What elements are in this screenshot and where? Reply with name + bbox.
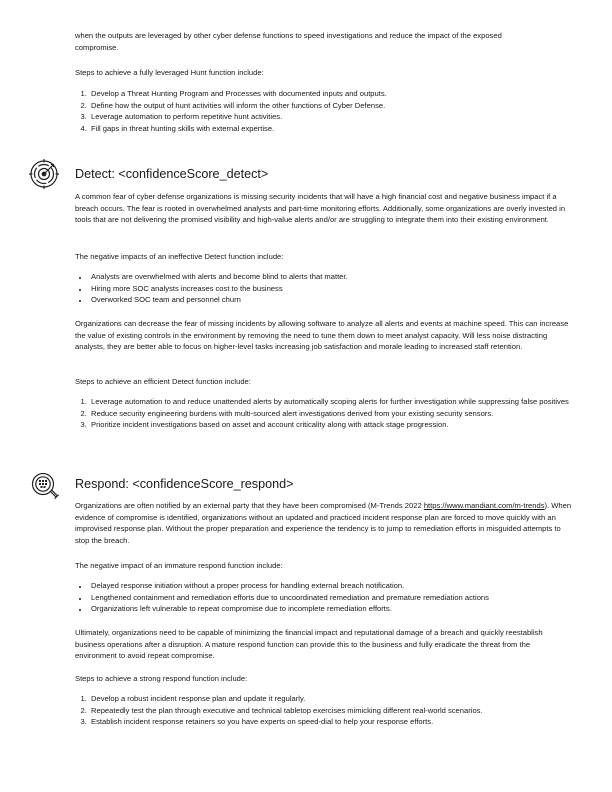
magnifier-alert-icon	[29, 471, 59, 501]
detect-steps-intro: Steps to achieve an efficient Detect function include:	[75, 377, 251, 386]
list-item: 3. Establish incident response retainers so you have experts on speed-dial to help your response efforts.	[89, 716, 586, 728]
list-item: • Hiring more SOC analysts increases cost to the business	[89, 283, 586, 295]
respond-impacts-list	[75, 580, 586, 615]
hunt-steps-list	[75, 88, 586, 134]
hunt-intro-line-2: compromise.	[75, 42, 119, 52]
detect-paragraph-2: Organizations can decrease the fear of missing incidents by allowing software to analyze all alerts and events at machine speed. This can increase the value of existing controls in the environment by removing the need to tune them down to meet analyst capacity. Will less noise distracting analysts, they are better able to focus on higher-level tasks increasing job satisfaction and morale leading to increased staff retention.	[75, 319, 569, 352]
respond-paragraph-1	[75, 500, 572, 546]
hunt-intro-paragraph	[75, 30, 572, 53]
list-item: • Delayed response initiation without a proper process for handling external breach notification.	[89, 580, 586, 592]
list-item: 2. Repeatedly test the plan through executive and technical tabletop exercises mimicking different real-world scenarios.	[89, 705, 586, 717]
detect-heading: Detect: <confidenceScore_detect>	[75, 167, 269, 181]
list-item: • Overworked SOC team and personnel churn	[89, 294, 586, 306]
respond-heading: Respond: <confidenceScore_respond>	[75, 477, 294, 491]
respond-paragraph-1-rest: ). When evidence of compromise is identified, organizations without an updated and practiced incident response plan are forced to move quickly with an improvised response plan. Without the proper preparation and experience the tendency is to jump to remediation efforts in misguided attempts to stop the breach.	[75, 501, 572, 545]
detect-steps-list	[75, 396, 586, 431]
hunt-steps-intro: Steps to achieve a fully leveraged Hunt function include:	[75, 68, 264, 77]
list-item: 1. Develop a robust incident response plan and update it regularly.	[89, 693, 586, 705]
list-item: • Lengthened containment and remediation efforts due to uncoordinated remediation and premature remediation actions	[89, 592, 586, 604]
detect-paragraph-1: A common fear of cyber defense organizations is missing security incidents that will have a high financial cost and negative business impact if a breach occurs. The fear is rooted in overwhelmed analysts and part-time monitoring efforts. Additionally, some organizations are overly invested in tools that are not delivering the promised visibility and high-value alerts and/or are struggling to integrate them into their existing environment.	[75, 192, 566, 225]
respond-steps-list	[75, 693, 586, 728]
list-item: 2. Define how the output of hunt activities will inform the other functions of Cyber Defense.	[89, 100, 586, 112]
list-item: • Analysts are overwhelmed with alerts and become blind to alerts that matter.	[89, 271, 586, 283]
list-item: 2. Reduce security engineering burdens with multi-sourced alert investigations derived from your existing security sensors.	[89, 408, 586, 420]
detect-impacts-list	[75, 271, 586, 306]
mtrends-link[interactable]: https://www.mandiant.com/m-trends	[423, 501, 545, 510]
radar-target-icon	[29, 159, 59, 189]
list-item: 3. Prioritize incident investigations based on asset and account criticality along with attack stage progression.	[89, 419, 586, 431]
list-item: 1. Leverage automation to and reduce unattended alerts by automatically scoping alerts for further investigation while suppressing false positives	[89, 396, 586, 408]
hunt-intro-line-1: when the outputs are leveraged by other cyber defense functions to speed investigations and reduce the impact of the exposed	[75, 31, 502, 40]
respond-steps-intro: Steps to achieve a strong respond function include:	[75, 674, 248, 683]
respond-impacts-intro: The negative impact of an immature respond function include:	[75, 561, 283, 570]
respond-paragraph-2: Ultimately, organizations need to be capable of minimizing the financial impact and reputational damage of a breach and quickly reestablish business operations after a disruption. A mature respond function can provide this to the business and fully eradicate the threat from the environment to avoid repeat compromise.	[75, 628, 543, 661]
respond-paragraph-1-lead: Organizations are often notified by an external party that they have been compromised (M-Trends 2022	[75, 501, 424, 510]
list-item: 1. Develop a Threat Hunting Program and Processes with documented inputs and outputs.	[89, 88, 586, 100]
detect-impacts-intro: The negative impacts of an ineffective Detect function include:	[75, 252, 284, 261]
list-item: 3. Leverage automation to perform repetitive hunt activities.	[89, 111, 586, 123]
list-item: • Organizations left vulnerable to repeat compromise due to incomplete remediation efforts.	[89, 603, 586, 615]
list-item: 4. Fill gaps in threat hunting skills with external expertise.	[89, 123, 586, 135]
